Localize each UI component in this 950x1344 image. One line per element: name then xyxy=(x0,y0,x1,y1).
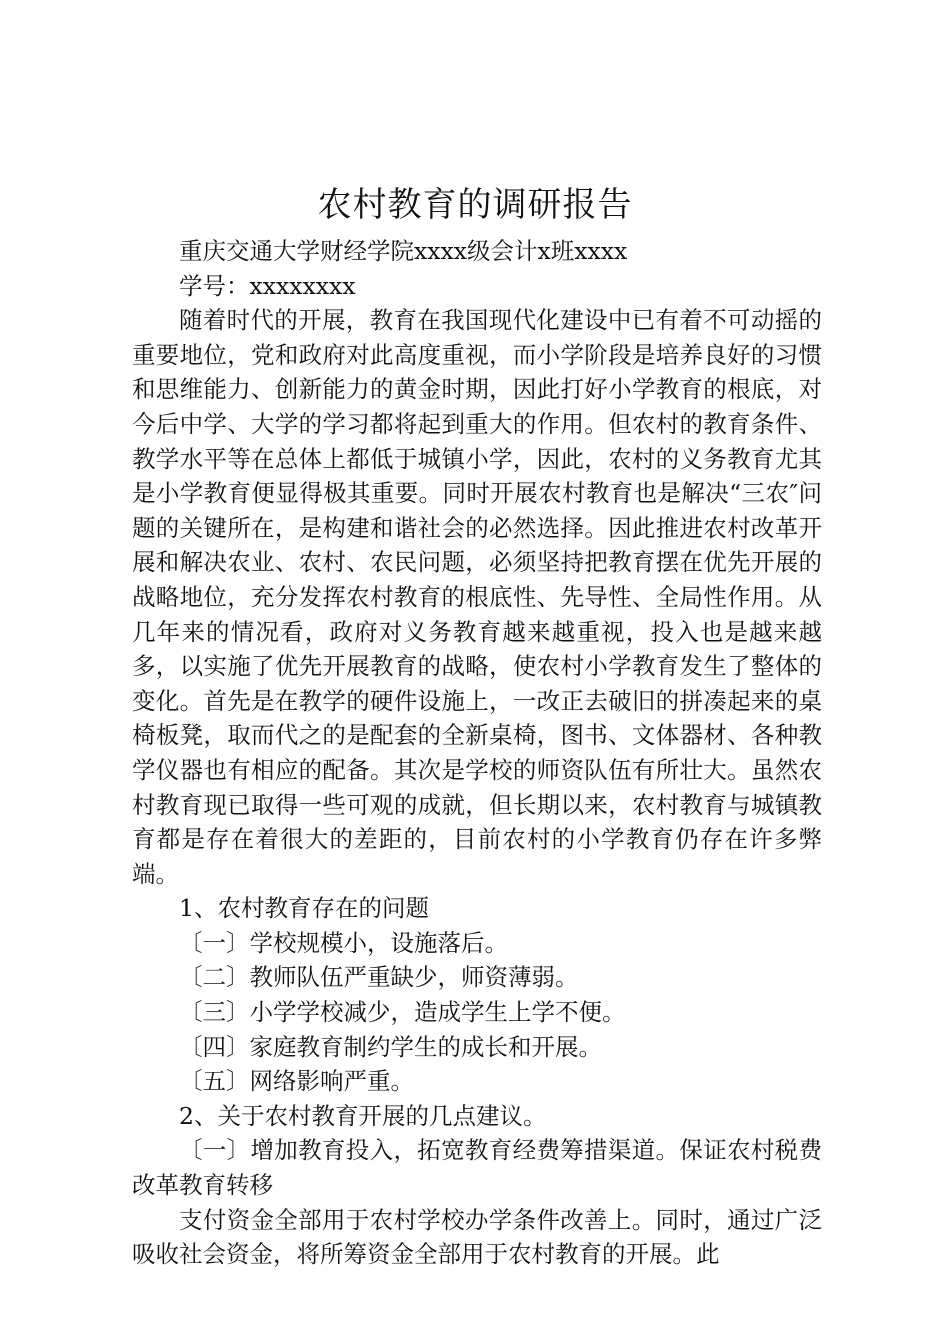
section-1-heading: 1、农村教育存在的问题 xyxy=(179,894,429,923)
section-2-heading: 2、关于农村教育开展的几点建议。 xyxy=(179,1101,547,1130)
section-1-item: 〔一〕学校规模小，设施落后。 xyxy=(179,928,508,957)
section-2-subheading: 〔一〕增加教育投入，拓宽教育经费筹措渠道。保证农村税费改革教育转移 xyxy=(132,1136,822,1200)
intro-paragraph: 随着时代的开展，教育在我国现代化建设中已有着不可动摇的重要地位，党和政府对此高度重视，而小学阶段是培养良好的习惯和思维能力、创新能力的黄金时期，因此打好小学教育的根底，对今后中学、大学的学习都将起到重大的作用。但农村的教育条件、教学水平等在总体上都低于城镇小学，因此，农村的义务教育尤其是小学教育便显得极其重要。同时开展农村教育也是解决“三农″问题的关键所在，是构建和谐社会的必然选择。因此推进农村改革开展和解决农业、农村、农民问题，必须坚持把教育摆在优先开展的战略地位，充分发挥农村教育的根底性、先导性、全局性作用。从几年来的情况看，政府对义务教育越来越重视，投入也是越来越多，以实施了优先开展教育的战略，使农村小学教育发生了整体的变化。首先是在教学的硬件设施上，一改正去破旧的拼凑起来的桌椅板凳，取而代之的是配套的全新桌椅，图书、文体器材、各种教学仪器也有相应的配备。其次是学校的师资队伍有所壮大。虽然农村教育现已取得一些可观的成就，但长期以来，农村教育与城镇教育都是存在着很大的差距的，目前农村的小学教育仍存在许多弊端。 xyxy=(132,306,822,888)
section-2-paragraph: 支付资金全部用于农村学校办学条件改善上。同时，通过广泛吸收社会资金，将所筹资金全部用于农村教育的开展。此 xyxy=(132,1205,822,1269)
section-1-item: 〔二〕教师队伍严重缺少，师资薄弱。 xyxy=(179,963,579,992)
document-body xyxy=(132,234,822,1272)
student-id-line: 学号：xxxxxxxx xyxy=(179,271,356,300)
document-title: 农村教育的调研报告 xyxy=(317,185,633,225)
section-1-item: 〔五〕网络影响严重。 xyxy=(179,1067,414,1096)
section-1-item: 〔三〕小学学校减少，造成学生上学不便。 xyxy=(179,998,626,1027)
section-1-item: 〔四〕家庭教育制约学生的成长和开展。 xyxy=(179,1032,602,1061)
author-line: 重庆交通大学财经学院xxxx级会计x班xxxx xyxy=(179,237,628,265)
